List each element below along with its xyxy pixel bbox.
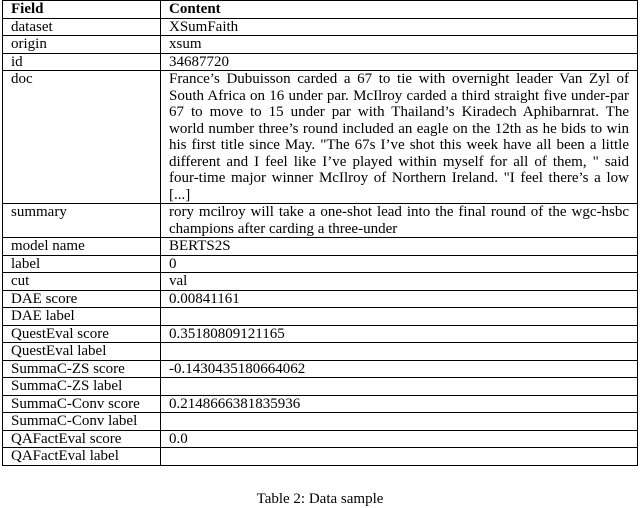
table-row <box>3 413 638 431</box>
field-cell: DAE label <box>3 308 161 326</box>
field-cell: SummaC-ZS score <box>3 360 161 378</box>
field-cell: origin <box>3 36 161 54</box>
header-content: Content <box>161 1 638 19</box>
field-cell: dataset <box>3 18 161 36</box>
table-row <box>3 18 638 36</box>
table-row <box>3 53 638 71</box>
table-row <box>3 360 638 378</box>
content-cell: 0.0 <box>161 430 638 448</box>
field-cell: QAFactEval score <box>3 430 161 448</box>
content-cell: BERTS2S <box>161 238 638 256</box>
table-row <box>3 255 638 273</box>
table-row <box>3 290 638 308</box>
content-cell <box>161 448 638 466</box>
table-header-row <box>3 1 638 19</box>
content-cell: 0.00841161 <box>161 290 638 308</box>
content-cell: 0.35180809121165 <box>161 325 638 343</box>
field-cell: SummaC-Conv score <box>3 395 161 413</box>
field-cell: model name <box>3 238 161 256</box>
content-cell: 34687720 <box>161 53 638 71</box>
field-cell: doc <box>3 71 161 204</box>
content-cell: xsum <box>161 36 638 54</box>
field-cell: QuestEval score <box>3 325 161 343</box>
field-cell: QAFactEval label <box>3 448 161 466</box>
table-row <box>3 36 638 54</box>
header-field: Field <box>3 1 161 19</box>
table-row <box>3 238 638 256</box>
content-cell: XSumFaith <box>161 18 638 36</box>
content-cell: France’s Dubuisson carded a 67 to tie with overnight leader Van Zyl of South Africa on 16 under par. McIlroy carded a third straight five under-par 67 to move to 15 under par with Thailand’s Kiradech Aphibarnrat. The world number three’s round included an eagle on the 12th as he bids to win his first title since May. "The 67s I’ve shot this week have all been a little different and I feel like I’ve played within myself for all of them, " said four-time major winner McIlroy of Northern Ireland. "I feel there’s a low [...] <box>161 71 638 204</box>
table-row <box>3 325 638 343</box>
table-row <box>3 308 638 326</box>
content-cell: 0.2148666381835936 <box>161 395 638 413</box>
content-cell <box>161 413 638 431</box>
field-cell: label <box>3 255 161 273</box>
field-cell: summary <box>3 204 161 238</box>
field-cell: SummaC-ZS label <box>3 378 161 396</box>
table-row <box>3 395 638 413</box>
table-row <box>3 204 638 238</box>
field-cell: SummaC-Conv label <box>3 413 161 431</box>
content-cell: -0.1430435180664062 <box>161 360 638 378</box>
table-row <box>3 378 638 396</box>
table-row <box>3 430 638 448</box>
content-cell: rory mcilroy will take a one-shot lead into the final round of the wgc-hsbc champions after carding a three-under <box>161 204 638 238</box>
content-cell: 0 <box>161 255 638 273</box>
content-cell <box>161 343 638 361</box>
field-cell: id <box>3 53 161 71</box>
field-cell: QuestEval label <box>3 343 161 361</box>
content-cell: val <box>161 273 638 291</box>
table-row <box>3 343 638 361</box>
table-row <box>3 71 638 204</box>
field-cell: DAE score <box>3 290 161 308</box>
table-row <box>3 448 638 466</box>
table-caption: Table 2: Data sample <box>256 491 384 507</box>
content-cell <box>161 378 638 396</box>
table-row <box>3 273 638 291</box>
data-sample-table <box>2 0 638 466</box>
field-cell: cut <box>3 273 161 291</box>
content-cell <box>161 308 638 326</box>
